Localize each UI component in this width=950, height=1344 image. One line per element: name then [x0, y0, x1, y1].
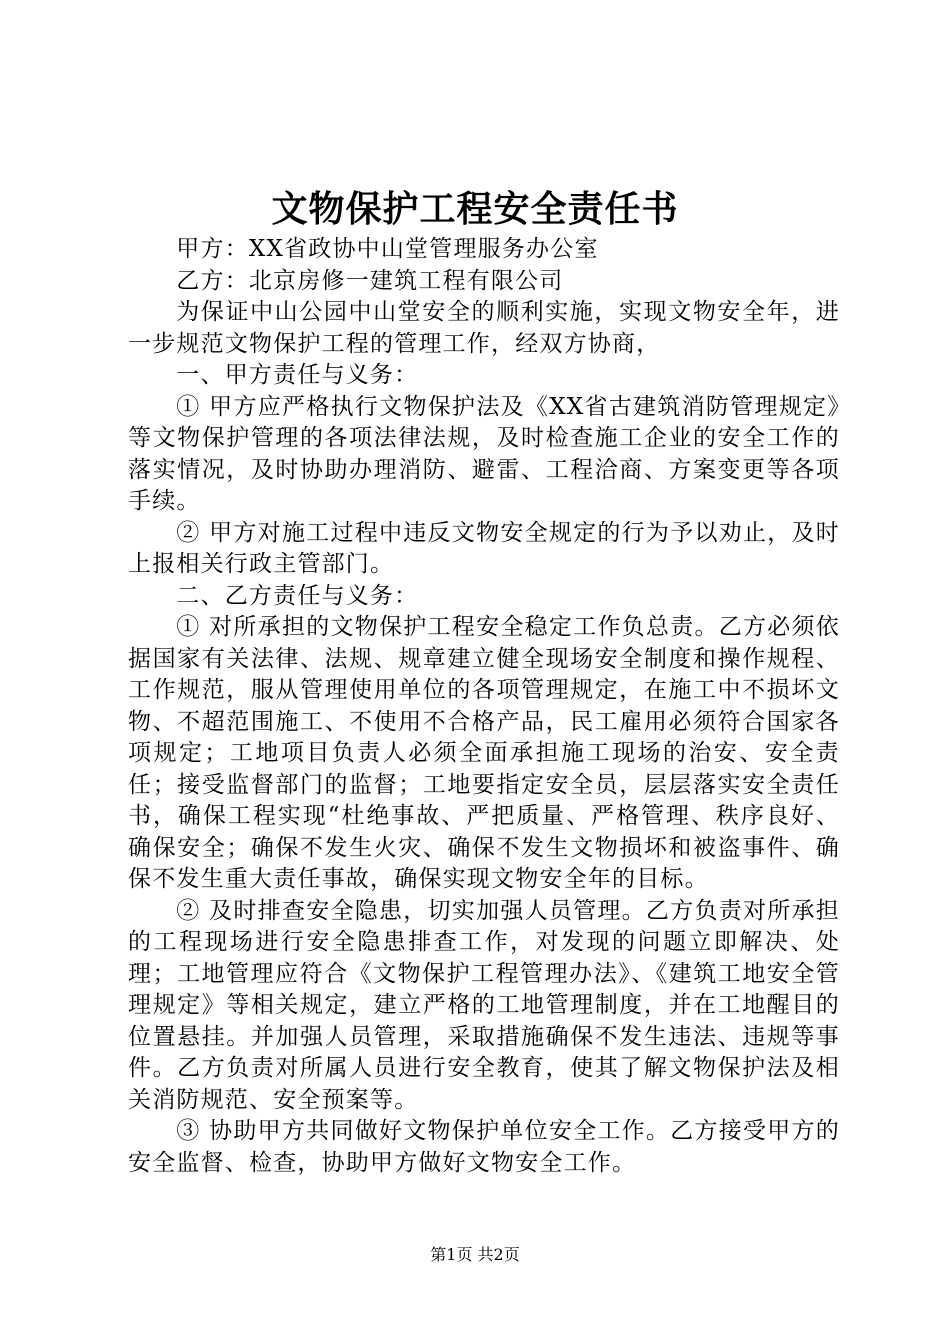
section-heading-party-a: 一、甲方责任与义务：: [176, 362, 419, 388]
document-body: [128, 234, 840, 1179]
party-a-clause-2: ② 甲方对施工过程中违反文物安全规定的行为予以劝止，及时上报相关行政主管部门。: [128, 519, 840, 577]
party-b-clause-2: ② 及时排查安全隐患，切实加强人员管理。乙方负责对所承担的工程现场进行安全隐患排查工作，对发现的问题立即解决、处理；工地管理应符合《文物保护工程管理办法》、《建筑工地安全管理规定》等相关规定，建立严格的工地管理制度，并在工地醒目的位置悬挂。并加强人员管理，采取措施确保不发生违法、违规等事件。乙方负责对所属人员进行安全教育，使其了解文物保护法及相关消防规范、安全预案等。: [128, 897, 840, 1113]
party-b-clause-3: ③ 协助甲方共同做好文物保护单位安全工作。乙方接受甲方的安全监督、检查，协助甲方做好文物安全工作。: [128, 1118, 840, 1176]
party-a-line: 甲方：XX省政协中山堂管理服务办公室: [176, 236, 599, 262]
page-footer: 第1页 共2页: [430, 1245, 520, 1264]
party-b-line: 乙方：北京房修一建筑工程有限公司: [176, 267, 564, 294]
party-a-clause-1: ① 甲方应严格执行文物保护法及《XX省古建筑消防管理规定》等文物保护管理的各项法律法规，及时检查施工企业的安全工作的落实情况，及时协助办理消防、避雷、工程洽商、方案变更等各项手续。: [128, 393, 840, 514]
document-title: 文物保护工程安全责任书: [271, 188, 679, 230]
preamble-paragraph: 为保证中山公园中山堂安全的顺利实施，实现文物安全年，进一步规范文物保护工程的管理工作，经双方协商，: [128, 299, 840, 357]
section-heading-party-b: 二、乙方责任与义务：: [176, 582, 419, 609]
party-b-clause-1: ① 对所承担的文物保护工程安全稳定工作负总责。乙方必须依据国家有关法律、法规、规章建立健全现场安全制度和操作规程、工作规范，服从管理使用单位的各项管理规定，在施工中不损坏文物、不超范围施工、不使用不合格产品，民工雇用必须符合国家各项规定；工地项目负责人必须全面承担施工现场的治安、安全责任；接受监督部门的监督；工地要指定安全员，层层落实安全责任书，确保工程实现“杜绝事故、严把质量、严格管理、秩序良好、确保安全；确保不发生火灾、确保不发生文物损坏和被盗事件、确保不发生重大责任事故，确保实现文物安全年的目标。: [128, 614, 840, 892]
